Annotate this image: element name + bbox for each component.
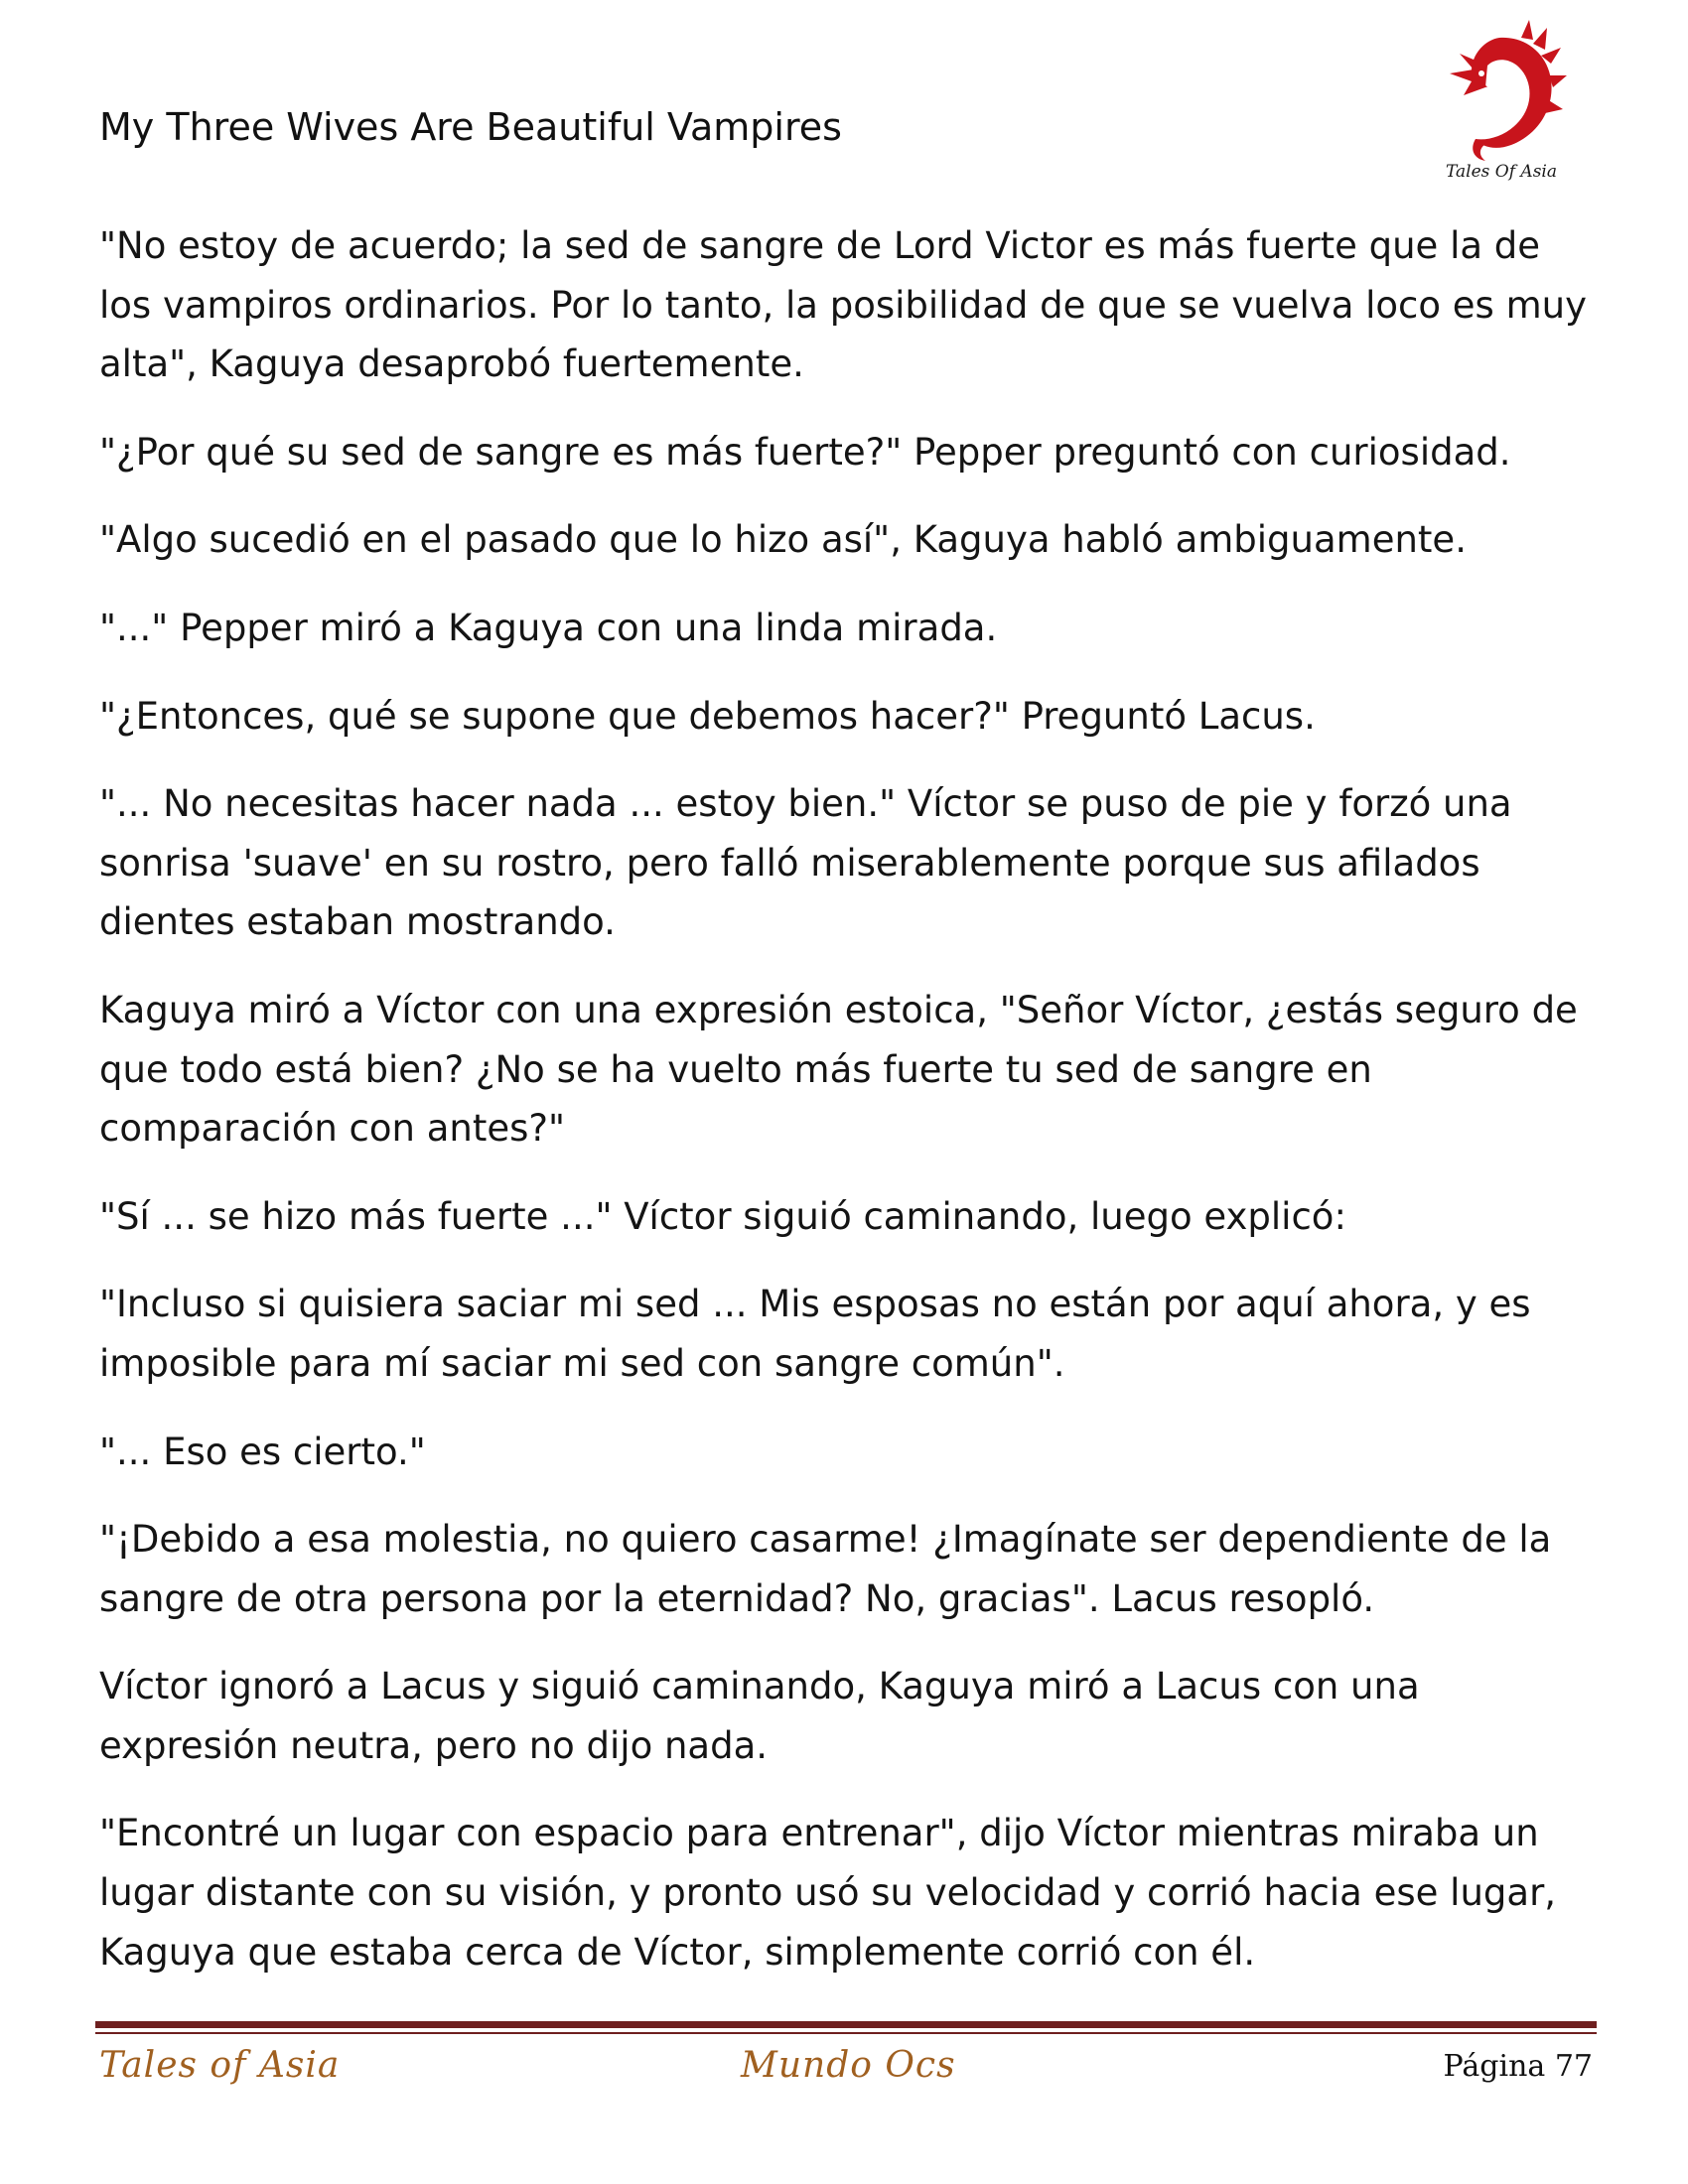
book-title: My Three Wives Are Beautiful Vampires xyxy=(99,105,842,149)
paragraph: "Encontré un lugar con espacio para entrenar", dijo Víctor mientras miraba un lugar distante con su visión, y pronto usó su velocidad y corrió hacia ese lugar, Kaguya que estaba cerca de Víctor, simplemente corrió con él. xyxy=(99,1812,1557,1974)
dragon-logo-icon xyxy=(1430,18,1569,185)
footer-brand: Tales of Asia xyxy=(99,2045,341,2086)
footer-site: Mundo Ocs xyxy=(741,2045,956,2086)
page-number: Página 77 xyxy=(1443,2049,1593,2084)
paragraph: Víctor ignoró a Lacus y siguió caminando, Kaguya miró a Lacus con una expresión neutra, pero no dijo nada. xyxy=(99,1665,1420,1767)
paragraph: "No estoy de acuerdo; la sed de sangre de Lord Victor es más fuerte que la de los vampiros ordinarios. Por lo tanto, la posibilidad de que se vuelva loco es muy alta", Kaguya desaprobó fuertemente. xyxy=(99,224,1587,386)
paragraph: "... No necesitas hacer nada ... estoy bien." Víctor se puso de pie y forzó una sonrisa 'suave' en su rostro, pero falló miserablemente porque sus afilados dientes estaban mostrando. xyxy=(99,782,1512,944)
paragraph: "¿Por qué su sed de sangre es más fuerte?" Pepper preguntó con curiosidad. xyxy=(99,430,1511,474)
paragraph: Kaguya miró a Víctor con una expresión estoica, "Señor Víctor, ¿estás seguro de que todo está bien? ¿No se ha vuelto más fuerte tu sed de sangre en comparación con antes?" xyxy=(99,988,1578,1151)
footer-divider xyxy=(95,2021,1597,2028)
paragraph: "Sí ... se hizo más fuerte ..." Víctor siguió caminando, luego explicó: xyxy=(99,1194,1346,1238)
paragraph: "... Eso es cierto." xyxy=(99,1430,426,1473)
paragraph: "¿Entonces, qué se supone que debemos hacer?" Preguntó Lacus. xyxy=(99,694,1316,738)
paragraph: "..." Pepper miró a Kaguya con una linda mirada. xyxy=(99,606,998,649)
chapter-body xyxy=(99,216,1589,2010)
paragraph: "Incluso si quisiera saciar mi sed ... Mis esposas no están por aquí ahora, y es imposible para mí saciar mi sed con sangre común". xyxy=(99,1283,1531,1385)
logo-caption: Tales Of Asia xyxy=(1446,162,1557,182)
paragraph: "Algo sucedió en el pasado que lo hizo así", Kaguya habló ambiguamente. xyxy=(99,518,1467,562)
footer-divider-thin xyxy=(95,2032,1597,2034)
paragraph: "¡Debido a esa molestia, no quiero casarme! ¿Imagínate ser dependiente de la sangre de otra persona por la eternidad? No, gracias". Lacus resopló. xyxy=(99,1518,1552,1620)
tales-of-asia-logo xyxy=(1430,18,1569,185)
